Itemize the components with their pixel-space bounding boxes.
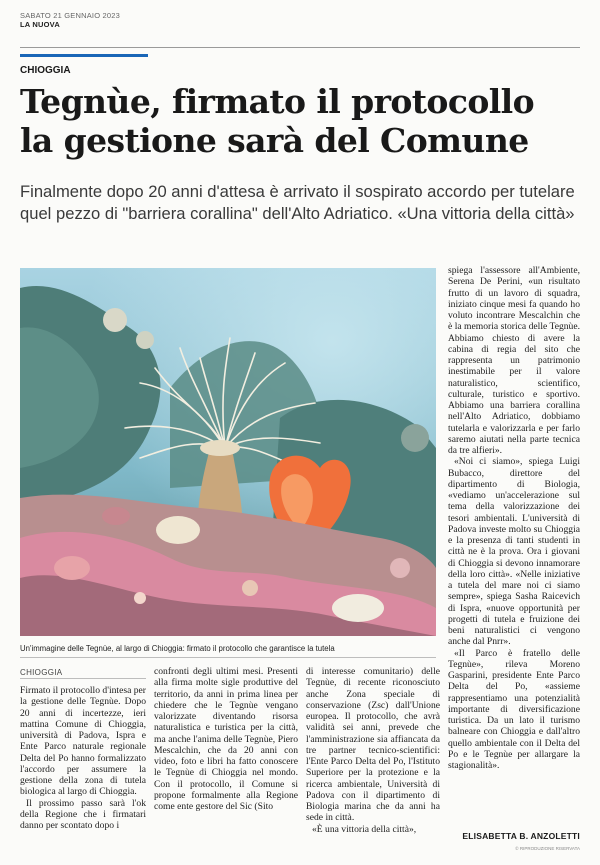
article-column-1 bbox=[20, 685, 146, 831]
article-column-3 bbox=[306, 666, 440, 835]
section-accent-bar bbox=[20, 54, 148, 57]
reef-illustration bbox=[20, 268, 436, 636]
headline-line-1: Tegnùe, firmato il protocollo bbox=[20, 82, 535, 121]
top-divider bbox=[20, 47, 580, 48]
underwater-photo bbox=[20, 268, 436, 636]
caption-divider bbox=[20, 657, 436, 658]
paragraph: «Noi ci siamo», spiega Luigi Bubacco, direttore del dipartimento di Biologia, «vediamo un'accelerazione sul tema della valorizzazione dei tesori ambientali. L'università di Padova investe molto su Chioggia e la presenza di tanti studenti in città ne è la prova. Ora i giovani di Chioggia si devono innamorare della loro città». «Nelle iniziative a tutela del mare noi ci siamo sempre», spiega Sasha Raicevich di Ispra, «nuove opportunità per progetti di tutela e fruizione dei beni naturalistici ci vengono anche dal Pnrr». bbox=[448, 456, 580, 648]
headline bbox=[20, 82, 590, 160]
author-byline: ELISABETTA B. ANZOLETTI bbox=[462, 831, 580, 841]
paragraph: «È una vittoria della città», bbox=[312, 823, 417, 835]
article-column-4 bbox=[448, 265, 580, 771]
masthead-paper: LA NUOVA bbox=[20, 20, 60, 29]
standfirst-line-2: quel pezzo di "barriera corallina" dell'Alto Adriatico. «Una vittoria della città» bbox=[20, 204, 575, 223]
masthead bbox=[20, 11, 120, 29]
masthead-date: SABATO 21 GENNAIO 2023 bbox=[20, 11, 120, 20]
paragraph: confronti degli ultimi mesi. Presenti alla firma molte sigle produttive del territorio, da anni in prima linea per chiedere che le Tegnùe vengano valorizzate diventando risorsa naturalistica e turistica per la città, ma anche l'anima delle Tegnùe, Piero Mescalchin, che da 20 anni con video, foto e libri ha fatto conoscere le Tegnùe di Chioggia nel mondo. Con il protocollo, il Comune si propone formalmente alla Regione come ente gestore del Sic (Sito bbox=[154, 666, 298, 812]
article-column-2 bbox=[154, 666, 298, 812]
headline-line-2: la gestione sarà del Comune bbox=[20, 121, 529, 160]
paragraph: spiega l'assessore all'Ambiente, Serena De Perini, «un risultato frutto di un lavoro di squadra, iniziato cinque mesi fa quando ho voluto incontrare Mescalchin che è la memoria storica delle Tegnùe. Abbiamo chiesto di avere la cabina di regia del sito che rappresenta un patrimonio inestimabile per il valore naturalistico, scientifico, culturale, turistico e sportivo. Abbiamo una barriera corallina nell'Alto Adriatico, dobbiamo tutelarla e valorizzarla e per farlo saremo aiutati nella parte tecnica da tre alfieri». bbox=[448, 265, 580, 456]
copyright-note: © RIPRODUZIONE RISERVATA bbox=[515, 846, 580, 851]
article-kicker: CHIOGGIA bbox=[20, 668, 63, 677]
paragraph: Il prossimo passo sarà l'ok della Regione che i firmatari danno per scontato dopo i bbox=[20, 797, 146, 831]
paragraph: di interesse comunitario) delle Tegnùe, di recente riconosciuto anche Zona speciale di conservazione (Zsc) dall'Unione europea. Il protocollo, che avrà validità sei anni, prevede che l'amministrazione sia affiancata da tre partner tecnico-scientifici: l'Ente Parco Delta del Po, l'Istituto Superiore per la protezione e la ricerca ambientale, Università di Padova con il dipartimento di Biologia marina che da anni ha sede in città. bbox=[306, 666, 440, 824]
photo-caption: Un'immagine delle Tegnùe, al largo di Chioggia: firmato il protocollo che garantisce la tutela bbox=[20, 644, 335, 653]
paragraph: «Il Parco è fratello delle Tegnùe», rileva Moreno Gasparini, presidente Ente Parco Delta del Po, «assieme rappresentiamo una potenzialità importante di diversificazione turistica. Da un lato il turismo balneare con Chioggia e dall'altro quello ambientale con il Delta del Po e le Tegnùe per allargare la stagionalità». bbox=[448, 647, 580, 771]
standfirst-line-1: Finalmente dopo 20 anni d'attesa è arrivato il sospirato accordo per tutelare bbox=[20, 182, 575, 201]
standfirst bbox=[20, 181, 590, 225]
section-label: CHIOGGIA bbox=[20, 65, 71, 76]
kicker-divider bbox=[20, 678, 146, 679]
paragraph: Firmato il protocollo d'intesa per la gestione delle Tegnùe. Dopo 20 anni di incertezze, ieri mattina Comune di Chioggia, università di Padova, Ispra e Ente Parco naturale regionale Delta del Po hanno formalizzato l'accordo per assumere la gestione della zona di tutela biologica al largo di Chioggia. bbox=[20, 685, 146, 798]
